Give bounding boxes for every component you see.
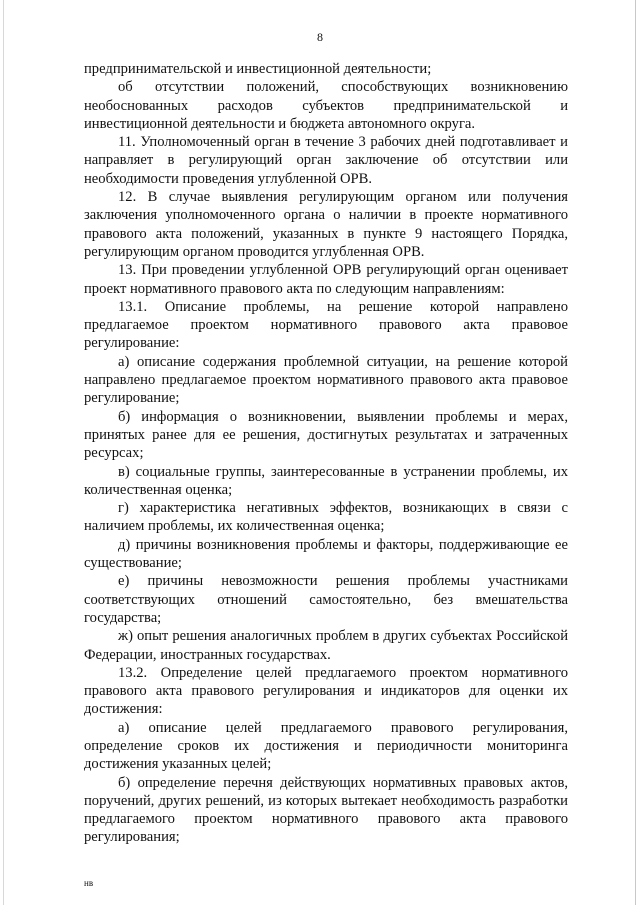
scan-edge-left <box>3 0 4 905</box>
scan-edge-right <box>635 0 636 905</box>
paragraph: г) характеристика негативных эффектов, возникающих в связи с наличием проблемы, их количественная оценка; <box>84 500 568 535</box>
paragraph: а) описание содержания проблемной ситуации, на решение которой направлено предлагаемое проектом нормативного правового акта правовое регулирование; <box>84 353 568 407</box>
document-body <box>84 60 568 847</box>
paragraph: ж) опыт решения аналогичных проблем в других субъектах Российской Федерации, иностранных государствах. <box>84 628 568 663</box>
paragraph: б) информация о возникновении, выявлении проблемы и мерах, принятых ранее для ее решения, достигнутых результатах и затраченных ресурсах; <box>84 408 568 462</box>
paragraph: а) описание целей предлагаемого правового регулирования, определение сроков их достижения и периодичности мониторинга достижения указанных целей; <box>84 719 568 773</box>
footer-mark: нв <box>84 878 94 888</box>
paragraph: е) причины невозможности решения проблемы участниками соответствующих отношений самостоятельно, без вмешательства государства; <box>84 573 568 626</box>
paragraph: 11. Уполномоченный орган в течение 3 рабочих дней подготавливает и направляет в регулирующий орган заключение об отсутствии или необходимости проведения углубленной ОРВ. <box>84 134 568 187</box>
paragraph: 13.1. Описание проблемы, на решение которой направлено предлагаемое проектом нормативного правового акта правовое регулирование: <box>84 298 568 352</box>
paragraph: 13.2. Определение целей предлагаемого проектом нормативного правового акта правового регулирования и индикаторов для оценки их достижения: <box>84 664 568 718</box>
paragraph: 13. При проведении углубленной ОРВ регулирующий орган оценивает проект нормативного правового акта по следующим направлениям: <box>84 262 568 297</box>
paragraph: предпринимательской и инвестиционной деятельности; <box>84 61 432 77</box>
paragraph: б) определение перечня действующих нормативных правовых актов, поручений, других решений, из которых вытекает необходимость разработки предлагаемого проектом нормативного правового акта правового регулирования; <box>84 774 568 846</box>
paragraph: д) причины возникновения проблемы и факторы, поддерживающие ее существование; <box>84 536 568 572</box>
page-number: 8 <box>317 30 323 44</box>
paragraph: об отсутствии положений, способствующих возникновению необоснованных расходов субъектов предпринимательской и инвестиционной деятельности и бюджета автономного округа. <box>84 79 568 132</box>
paragraph: 12. В случае выявления регулирующим органом или получения заключения уполномоченного органа о наличии в проекте нормативного правового акта положений, указанных в пункте 9 настоящего Порядка, регулирующим органом проводится углубленная ОРВ. <box>84 189 568 260</box>
paragraph: в) социальные группы, заинтересованные в устранении проблемы, их количественная оценка; <box>84 463 568 498</box>
